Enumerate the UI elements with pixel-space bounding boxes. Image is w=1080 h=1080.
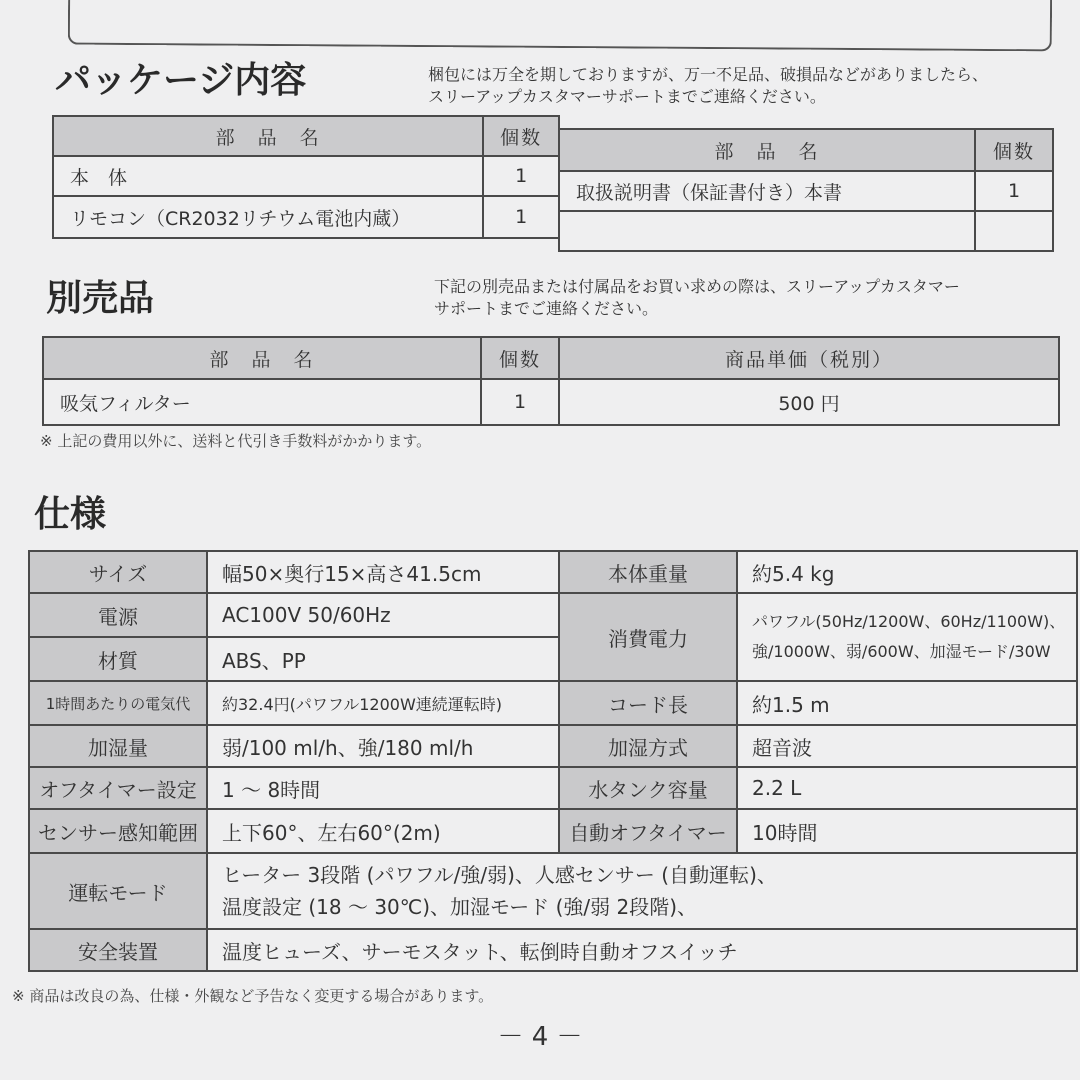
specs-footnote: ※ 商品は改良の為、仕様・外観など予告なく変更する場合があります。 bbox=[12, 987, 494, 1005]
specs-title: 仕様 bbox=[34, 494, 107, 535]
spec-value: 幅50×奥行15×高さ41.5cm bbox=[207, 551, 559, 593]
spec-label: 消費電力 bbox=[559, 593, 737, 681]
spec-row bbox=[29, 593, 1077, 637]
options-footnote: ※ 上記の費用以外に、送料と代引き手数料がかかります。 bbox=[40, 432, 432, 450]
spec-label: 自動オフタイマー bbox=[559, 809, 737, 853]
spec-value: 超音波 bbox=[737, 725, 1077, 767]
table-row bbox=[559, 171, 1053, 211]
specs-table bbox=[28, 550, 1078, 972]
spec-label: コード長 bbox=[559, 681, 737, 725]
mode-line2: 温度設定 (18 ～ 30℃)、加湿モード (強/弱 2段階)、 bbox=[222, 895, 698, 919]
part-qty: 1 bbox=[483, 156, 559, 196]
table-row bbox=[53, 196, 559, 238]
table-row bbox=[43, 379, 1059, 425]
package-table-right bbox=[558, 128, 1054, 252]
option-qty: 1 bbox=[481, 379, 559, 425]
spec-value: ABS、PP bbox=[207, 637, 559, 681]
spec-row bbox=[29, 853, 1077, 929]
empty-cell bbox=[559, 211, 975, 251]
part-name: 取扱説明書（保証書付き）本書 bbox=[559, 171, 975, 211]
options-note-line1: 下記の別売品または付属品をお買い求めの際は、スリーアップカスタマー bbox=[434, 277, 960, 296]
spec-value: 2.2 L bbox=[737, 767, 1077, 809]
spec-value: 約5.4 kg bbox=[737, 551, 1077, 593]
option-price: 500 円 bbox=[559, 379, 1059, 425]
spec-value: 上下60°、左右60°(2m) bbox=[207, 809, 559, 853]
table-row-empty bbox=[559, 211, 1053, 251]
spec-label: 加湿量 bbox=[29, 725, 207, 767]
spec-row bbox=[29, 681, 1077, 725]
spec-label: 加湿方式 bbox=[559, 725, 737, 767]
col-header-qty: 個数 bbox=[483, 116, 559, 156]
package-title: パッケージ内容 bbox=[55, 60, 307, 101]
table-row bbox=[53, 156, 559, 196]
spec-value: AC100V 50/60Hz bbox=[207, 593, 559, 637]
spec-row bbox=[29, 929, 1077, 971]
options-note-line2: サポートまでご連絡ください。 bbox=[434, 299, 659, 318]
col-header-name: 部 品 名 bbox=[43, 337, 481, 379]
col-header-qty: 個数 bbox=[975, 129, 1053, 171]
empty-cell bbox=[975, 211, 1053, 251]
options-title: 別売品 bbox=[46, 278, 155, 319]
col-header-name: 部 品 名 bbox=[53, 116, 483, 156]
spec-row bbox=[29, 809, 1077, 853]
col-header-price: 商品単価（税別） bbox=[559, 337, 1059, 379]
spec-row bbox=[29, 767, 1077, 809]
col-header-name: 部 品 名 bbox=[559, 129, 975, 171]
part-name: 本 体 bbox=[53, 156, 483, 196]
spec-value: 10時間 bbox=[737, 809, 1077, 853]
spec-value: 約32.4円(パワフル1200W連続運転時) bbox=[207, 681, 559, 725]
spec-value: 約1.5 m bbox=[737, 681, 1077, 725]
package-table-left bbox=[52, 115, 560, 239]
spec-value bbox=[737, 593, 1077, 681]
part-qty: 1 bbox=[975, 171, 1053, 211]
spec-row bbox=[29, 725, 1077, 767]
spec-label: 電源 bbox=[29, 593, 207, 637]
spec-label: 材質 bbox=[29, 637, 207, 681]
options-table bbox=[42, 336, 1060, 426]
part-qty: 1 bbox=[483, 196, 559, 238]
spec-label: オフタイマー設定 bbox=[29, 767, 207, 809]
package-note-line1: 梱包には万全を期しておりますが、万一不足品、破損品などがありましたら、 bbox=[428, 65, 989, 84]
package-note bbox=[428, 64, 988, 108]
spec-value: 1 ～ 8時間 bbox=[207, 767, 559, 809]
spec-label: 本体重量 bbox=[559, 551, 737, 593]
spec-label: センサー感知範囲 bbox=[29, 809, 207, 853]
spec-label: 水タンク容量 bbox=[559, 767, 737, 809]
top-callout-box bbox=[68, 0, 1052, 51]
col-header-qty: 個数 bbox=[481, 337, 559, 379]
package-note-line2: スリーアップカスタマーサポートまでご連絡ください。 bbox=[428, 87, 826, 106]
spec-value: 弱/100 ml/h、強/180 ml/h bbox=[207, 725, 559, 767]
option-name: 吸気フィルター bbox=[43, 379, 481, 425]
mode-line1: ヒーター 3段階 (パワフル/強/弱)、人感センサー (自動運転)、 bbox=[222, 863, 777, 887]
options-note bbox=[434, 276, 960, 320]
spec-row bbox=[29, 551, 1077, 593]
part-name: リモコン（CR2032リチウム電池内蔵） bbox=[53, 196, 483, 238]
spec-label: 1時間あたりの電気代 bbox=[29, 681, 207, 725]
spec-value bbox=[207, 853, 1077, 929]
spec-label: 安全装置 bbox=[29, 929, 207, 971]
page-number: － 4 － bbox=[497, 1022, 583, 1052]
spec-label: サイズ bbox=[29, 551, 207, 593]
spec-value: 温度ヒューズ、サーモスタット、転倒時自動オフスイッチ bbox=[207, 929, 1077, 971]
consumption-line2: 強/1000W、弱/600W、加湿モード/30W bbox=[752, 642, 1051, 661]
spec-label: 運転モード bbox=[29, 853, 207, 929]
consumption-line1: パワフル(50Hz/1200W、60Hz/1100W)、 bbox=[752, 612, 1066, 631]
